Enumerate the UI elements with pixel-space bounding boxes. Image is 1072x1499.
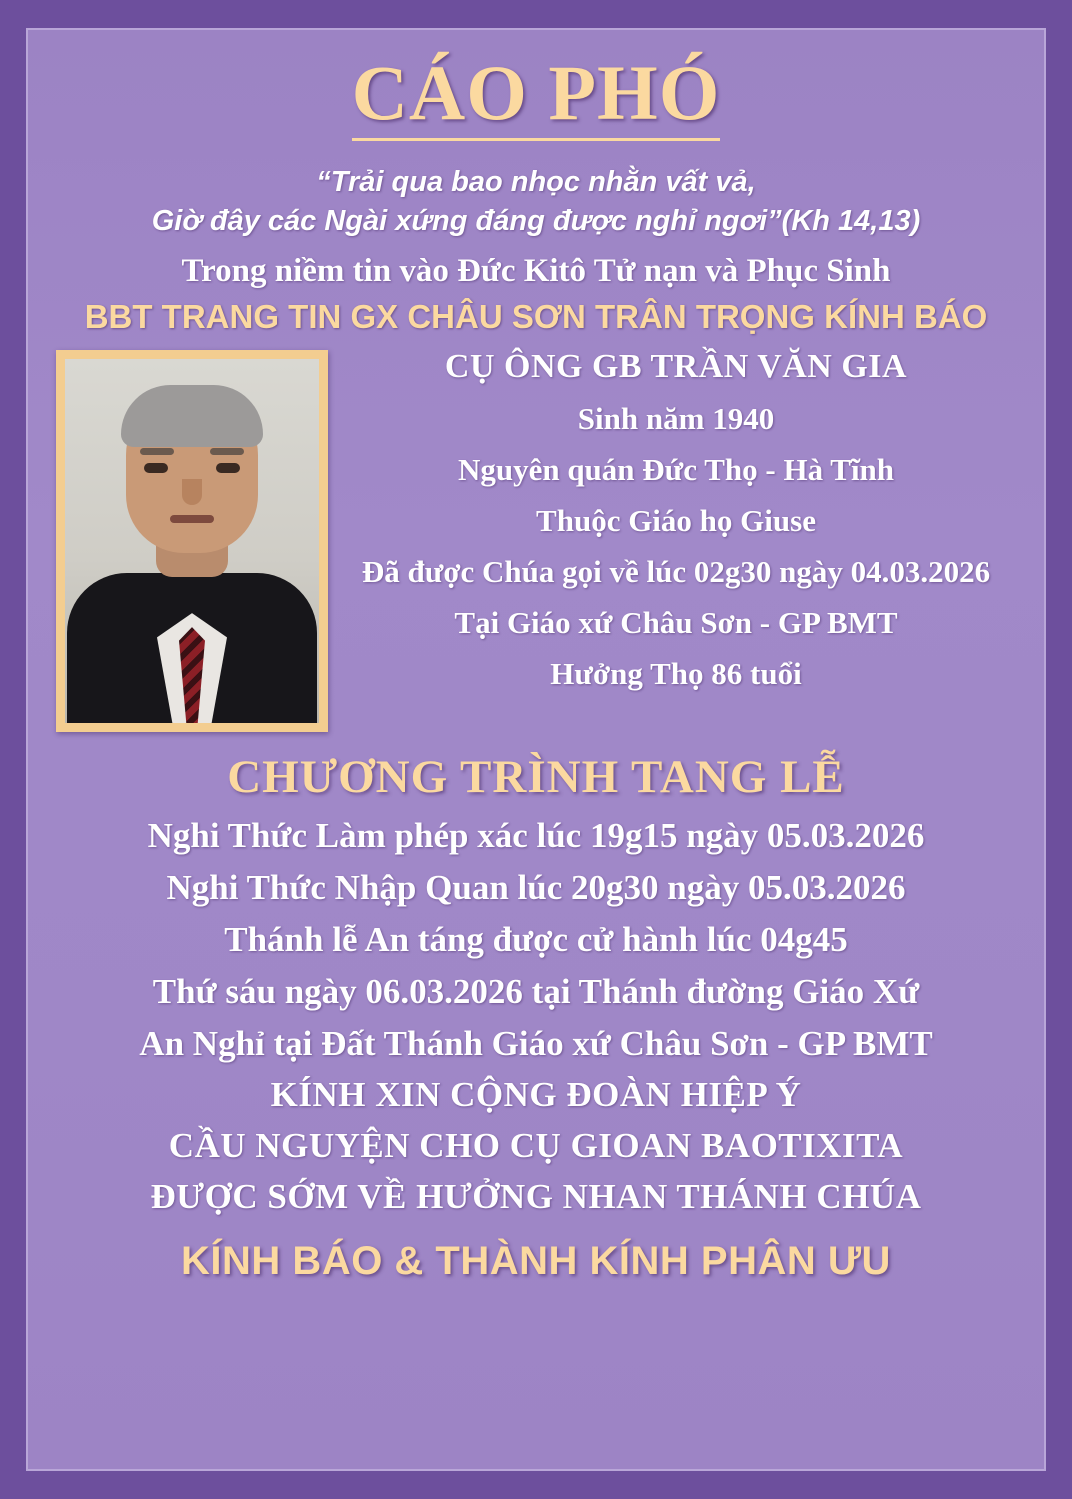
deceased-details-block (54, 342, 1018, 734)
portrait-nose (182, 479, 202, 505)
portrait-hair (121, 385, 263, 447)
program-item: An Nghỉ tại Đất Thánh Giáo xứ Châu Sơn - GP BMT (139, 1024, 933, 1064)
portrait-brow-right (210, 448, 244, 455)
program-item: Nghi Thức Làm phép xác lúc 19g15 ngày 05.03.2026 (147, 816, 925, 856)
deceased-origin: Nguyên quán Đức Thọ - Hà Tĩnh (457, 452, 895, 488)
program-item: Thánh lễ An táng được cử hành lúc 04g45 (224, 920, 848, 960)
page-title: CÁO PHÓ (352, 52, 721, 141)
verse-line-2: Giờ đây các Ngài xứng đáng được nghỉ ngơi”(Kh 14,13) (151, 205, 921, 238)
deceased-birth-year: Sinh năm 1940 (577, 401, 775, 437)
prayer-plea-block (54, 1075, 1018, 1217)
portrait-photo (65, 359, 319, 723)
program-item: Nghi Thức Nhập Quan lúc 20g30 ngày 05.03.2026 (166, 868, 906, 908)
funeral-program-list (54, 816, 1018, 1064)
portrait-frame (56, 350, 328, 732)
plea-line: ĐƯỢC SỚM VỀ HƯỞNG NHAN THÁNH CHÚA (150, 1177, 922, 1217)
portrait-mouth (170, 515, 214, 523)
funeral-program-title: CHƯƠNG TRÌNH TANG LỄ (227, 751, 845, 804)
deceased-place: Tại Giáo xứ Châu Sơn - GP BMT (454, 605, 898, 641)
deceased-name: CỤ ÔNG GB TRẦN VĂN GIA (444, 348, 908, 386)
program-item: Thứ sáu ngày 06.03.2026 tại Thánh đường Giáo Xứ (152, 972, 920, 1012)
portrait-eye-right (216, 463, 240, 473)
footer-notice: KÍNH BÁO & THÀNH KÍNH PHÂN ƯU (181, 1239, 891, 1284)
faith-statement: Trong niềm tin vào Đức Kitô Tử nạn và Phục Sinh (181, 253, 891, 290)
portrait-eye-left (144, 463, 168, 473)
scripture-verse (54, 163, 1018, 241)
plea-line: KÍNH XIN CỘNG ĐOÀN HIỆP Ý (270, 1075, 802, 1115)
deceased-age: Hưởng Thọ 86 tuổi (550, 656, 802, 692)
poster-panel (26, 28, 1046, 1471)
deceased-parish-group: Thuộc Giáo họ Giuse (536, 503, 816, 539)
deceased-info-list (334, 342, 1018, 692)
plea-line: CẦU NGUYỆN CHO CỤ GIOAN BAOTIXITA (168, 1126, 904, 1166)
verse-line-1: “Trải qua bao nhọc nhằn vất vả, (316, 165, 756, 198)
portrait-brow-left (140, 448, 174, 455)
title-row (54, 48, 1018, 141)
deceased-passing-time: Đã được Chúa gọi về lúc 02g30 ngày 04.03.2026 (361, 554, 991, 590)
announcer-line: BBT TRANG TIN GX CHÂU SƠN TRÂN TRỌNG KÍNH BÁO (84, 298, 988, 336)
